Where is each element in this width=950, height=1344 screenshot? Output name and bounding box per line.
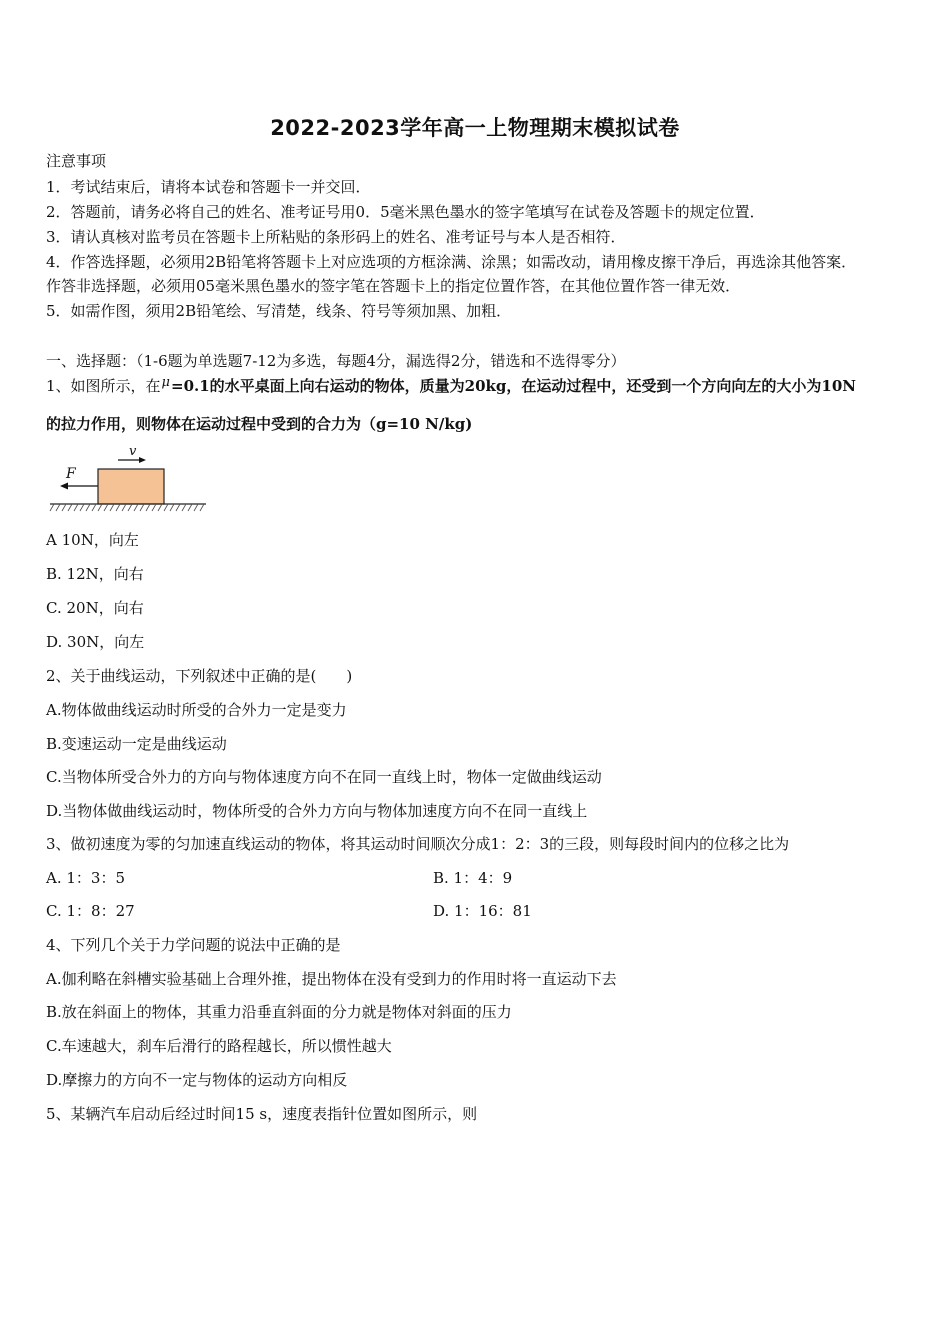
notice-heading: 注意事项 — [46, 152, 107, 170]
question-1-stem — [46, 376, 856, 398]
q3-option-b: B. 1：4：9 — [433, 869, 513, 887]
q1-option-d: D. 30N，向左 — [46, 633, 145, 651]
velocity-arrowhead — [139, 457, 146, 463]
q1-option-b: B. 12N，向右 — [46, 565, 144, 583]
question-1-stem-b: =0.1的水平桌面上向右运动的物体，质量为20kg，在运动过程中，还受到一个方向向左的大小为10N — [171, 377, 857, 395]
question-1-stem-c: 的拉力作用，则物体在运动过程中受到的合力为（g=10 N/kg) — [46, 415, 473, 433]
block — [98, 469, 164, 504]
q4-option-d: D.摩擦力的方向不一定与物体的运动方向相反 — [46, 1071, 348, 1089]
notice-item: 5．如需作图，须用2B铅笔绘、写清楚，线条、符号等须加黑、加粗． — [46, 302, 512, 320]
q4-option-c: C.车速越大，刹车后滑行的路程越长，所以惯性越大 — [46, 1037, 392, 1055]
q2-option-d: D.当物体做曲线运动时，物体所受的合外力方向与物体加速度方向不在同一直线上 — [46, 802, 588, 820]
mu-symbol: μ — [161, 375, 170, 390]
notice-item: 4．作答选择题，必须用2B铅笔将答题卡上对应选项的方框涂满、涂黑；如需改动，请用橡皮擦干净后，再选涂其他答案． — [46, 253, 857, 271]
block-force-figure — [46, 441, 210, 515]
q3-option-c: C. 1：8：27 — [46, 902, 135, 920]
q1-option-c: C. 20N，向右 — [46, 599, 144, 617]
notice-item: 作答非选择题，必须用05毫米黑色墨水的签字笔在答题卡上的指定位置作答，在其他位置作答一律无效． — [46, 277, 741, 295]
q2-option-b: B.变速运动一定是曲线运动 — [46, 735, 227, 753]
velocity-label: v — [129, 444, 137, 459]
q3-option-d: D. 1：16：81 — [433, 902, 532, 920]
question-3-stem: 3、做初速度为零的匀加速直线运动的物体，将其运动时间顺次分成1：2：3的三段，则每段时间内的位移之比为 — [46, 835, 790, 853]
question-2-stem: 2、关于曲线运动，下列叙述中正确的是( ) — [46, 667, 353, 685]
q3-option-a: A. 1：3：5 — [46, 869, 125, 887]
q1-option-a: A 10N，向左 — [46, 531, 139, 549]
force-arrowhead — [60, 483, 68, 490]
q4-option-b: B.放在斜面上的物体，其重力沿垂直斜面的分力就是物体对斜面的压力 — [46, 1003, 512, 1021]
notice-item: 3．请认真核对监考员在答题卡上所粘贴的条形码上的姓名、准考证号与本人是否相符． — [46, 228, 626, 246]
q2-option-a: A.物体做曲线运动时所受的合外力一定是变力 — [46, 701, 347, 719]
ground-hatching — [50, 504, 204, 511]
q2-option-c: C.当物体所受合外力的方向与物体速度方向不在同一直线上时，物体一定做曲线运动 — [46, 768, 602, 786]
q4-option-a: A.伽利略在斜槽实验基础上合理外推，提出物体在没有受到力的作用时将一直运动下去 — [46, 970, 617, 988]
force-label: F — [66, 466, 76, 482]
notice-item: 2．答题前，请务必将自己的姓名、准考证号用0．5毫米黑色墨水的签字笔填写在试卷及答题卡的规定位置． — [46, 203, 765, 221]
notice-item: 1．考试结束后，请将本试卷和答题卡一并交回． — [46, 178, 371, 196]
question-5-stem: 5、某辆汽车启动后经过时间15 s，速度表指针位置如图所示，则 — [46, 1105, 478, 1123]
question-4-stem: 4、下列几个关于力学问题的说法中正确的是 — [46, 936, 341, 954]
question-1-stem-a: 1、如图所示，在 — [46, 377, 161, 395]
section-heading: 一、选择题：（1-6题为单选题7-12为多选，每题4分，漏选得2分，错选和不选得零分） — [46, 352, 626, 370]
page-title: 2022-2023学年高一上物理期末模拟试卷 — [270, 116, 680, 140]
